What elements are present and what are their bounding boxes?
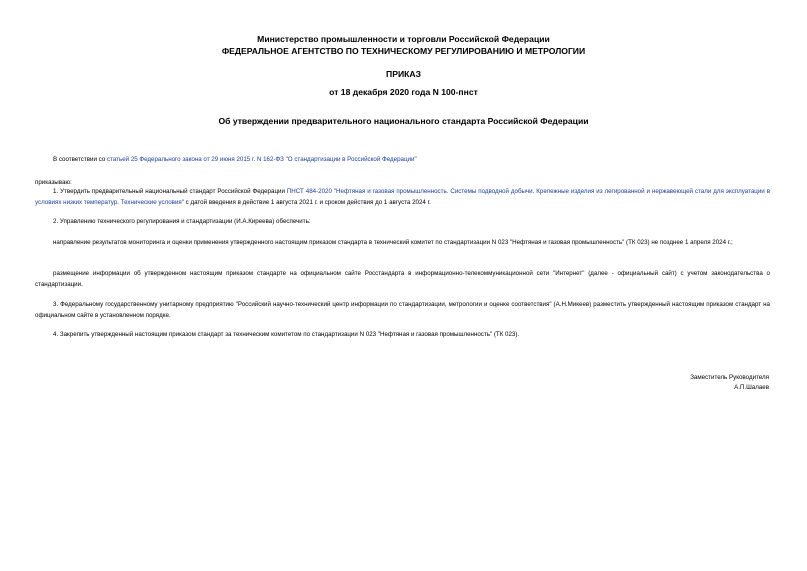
item-2b: размещение информации об утвержденном настоящим приказом стандарте на официальном сайте Росстандарта в информационно-телекоммуникационной сети "Интернет" (далее - официальный сайт) с учетом законодательства о стандартизации. — [35, 270, 770, 288]
item-2: 2. Управлению технического регулирования и стандартизации (И.А.Киреева) обеспечить: — [53, 218, 311, 225]
doc-type: ПРИКАЗ — [386, 69, 421, 79]
signature-position: Заместитель Руководителя — [690, 374, 769, 381]
item-4: 4. Закрепить утвержденный настоящим приказом стандарт за техническим комитетом по стандартизации N 023 "Нефтяная и газовая промышленность" (ТК 023). — [53, 331, 520, 338]
item-2a: направление результатов мониторинга и оценки применения утвержденного настоящим приказом стандарта в технический комитет по стандартизации N 023 "Нефтяная и газовая промышленность" (ТК 023) не позднее 1 апреля 2024 г.; — [53, 239, 733, 246]
ministry-heading: Министерство промышленности и торговли Российской Федерации — [257, 34, 550, 44]
preamble — [35, 155, 770, 166]
item-1-suffix: с датой введения в действие 1 августа 2021 г. и сроком действия до 1 августа 2024 г. — [183, 198, 431, 206]
agency-heading: ФЕДЕРАЛЬНОЕ АГЕНТСТВО ПО ТЕХНИЧЕСКОМУ РЕГУЛИРОВАНИЮ И МЕТРОЛОГИИ — [221, 46, 586, 56]
item-3: 3. Федеральному государственному унитарному предприятию "Российский научно-технический центр информации по стандартизации, метрологии и оценке соответствия" (А.Н.Микеев) разместить утвержденный настоящим приказом стандарт на официальном сайте в установленном порядке. — [35, 301, 770, 319]
signature-name: А.П.Шалаев — [734, 384, 769, 391]
law-link[interactable]: статьей 25 Федерального закона от 29 июня 2015 г. N 162-ФЗ "О стандартизации в Российской Федерации" — [106, 156, 417, 163]
standard-link[interactable]: ПНСТ 484-2020 "Нефтяная и газовая промышленность. Системы подводной добычи. Крепежные изделия из легированной и нержавеющей стали для эксплуатации в условиях низких температур. Технические условия" — [35, 188, 770, 206]
item-1-prefix: 1. Утвердить предварительный национальный стандарт Российской Федерации — [53, 188, 287, 195]
preamble-prefix: В соответствии со — [53, 156, 107, 163]
order-word: приказываю: — [35, 179, 72, 186]
doc-date-number: от 18 декабря 2020 года N 100-пнст — [329, 87, 478, 97]
doc-title: Об утверждении предварительного национального стандарта Российской Федерации — [218, 116, 589, 126]
item-1 — [35, 187, 770, 208]
